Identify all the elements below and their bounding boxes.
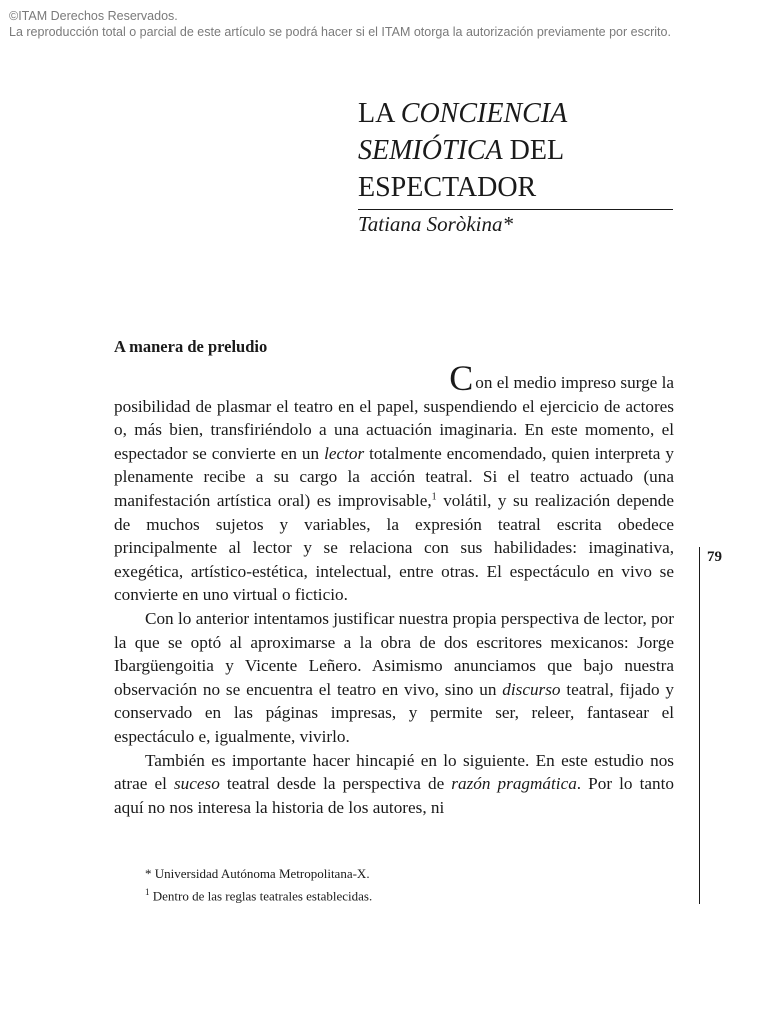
footnote-1 xyxy=(145,883,665,905)
paragraph-1-text-b: totalmente encomendado, quien interpreta y plenamente recibe a su cargo la acción teatral. Si el teatro actuado (una manifestación artística oral) es improvisable, xyxy=(114,443,674,510)
paragraph-1-text-a: posibilidad de plasmar el teatro en el papel, suspendiendo el ejercicio de actores o, más bien, transfiriéndolo a una actuación imaginaria. En este momento, el espectador se convierte en un xyxy=(114,396,674,463)
paragraph-3-text-c: . Por lo tanto aquí no nos interesa la historia de los autores, ni xyxy=(114,774,674,817)
title-line-3: ESPECTADOR xyxy=(358,172,537,203)
page-number: 79 xyxy=(707,549,722,565)
title-divider xyxy=(358,209,673,210)
section-heading: A manera de preludio xyxy=(114,337,268,356)
emphasis-suceso: suceso xyxy=(173,774,220,794)
paragraph-2-text-a: Con lo anterior intentamos justificar nuestra propia perspectiva de lector, por la que se optó al aproximarse a la obra de dos escritores mexicanos: Jorge Ibargüengoitia y Vicente Leñero. Asimismo anunciamos que bajo nuestra observación no se encuentra el teatro en vivo, sino un xyxy=(114,608,674,699)
emphasis-lector: lector xyxy=(324,443,365,463)
copyright-line-1: ©ITAM Derechos Reservados. xyxy=(9,9,178,23)
article-title-block xyxy=(358,95,674,237)
author-name: Tatiana Soròkina* xyxy=(358,212,513,236)
paragraph-3-text-a: También es importante hacer hincapié en lo siguiente. En este estudio nos atrae el xyxy=(114,750,674,794)
footnote-1-mark: 1 xyxy=(145,887,150,897)
title-line-1 xyxy=(358,95,674,132)
drop-cap: C xyxy=(449,358,474,398)
paragraph-1-text-c: volátil, y su realización depende de muchos sujetos y variables, la expresión teatral escrita obedece principalmente al lector y se relaciona con sus habilidades: imaginativa, exegética, artístico-estética, intelectual, entre otras. El espectáculo en vivo se convierte en uno virtual o ficticio. xyxy=(114,490,674,605)
footnotes xyxy=(145,865,665,905)
copyright-notice xyxy=(9,8,759,40)
footnote-star-mark: * xyxy=(145,866,152,881)
title-word-semiotica: SEMIÓTICA xyxy=(358,135,503,166)
article-body xyxy=(114,358,674,819)
copyright-line-2: La reproducción total o parcial de este artículo se podrá hacer si el ITAM otorga la autorización previamente por escrito. xyxy=(9,25,671,39)
title-line-2 xyxy=(358,132,674,169)
footnote-1-text: Dentro de las reglas teatrales establecidas. xyxy=(149,888,373,904)
margin-rule xyxy=(699,547,700,904)
emphasis-discurso: discurso xyxy=(502,679,561,699)
opening-line-text: on el medio impreso surge la xyxy=(475,373,674,392)
emphasis-razon-pragmatica: razón pragmática xyxy=(451,774,577,794)
paragraph-3 xyxy=(114,749,674,820)
paragraph-3-text-b: teatral desde la perspectiva de xyxy=(219,774,452,794)
title-word-conciencia: CONCIENCIA xyxy=(400,98,568,129)
footnote-star-text: Universidad Autónoma Metropolitana-X. xyxy=(151,866,370,881)
paragraph-2 xyxy=(114,607,674,749)
footnote-ref-1: 1 xyxy=(431,491,437,503)
footnote-author-affiliation xyxy=(145,865,665,883)
opening-line xyxy=(114,358,674,398)
title-word-del: DEL xyxy=(502,135,565,166)
title-word-la: LA xyxy=(358,98,401,129)
paragraph-1 xyxy=(114,395,674,607)
paragraph-2-text-b: teatral, fijado y conservado en las páginas impresas, y permite ser, releer, fantasear el espectáculo e, igualmente, vivirlo. xyxy=(114,679,674,746)
